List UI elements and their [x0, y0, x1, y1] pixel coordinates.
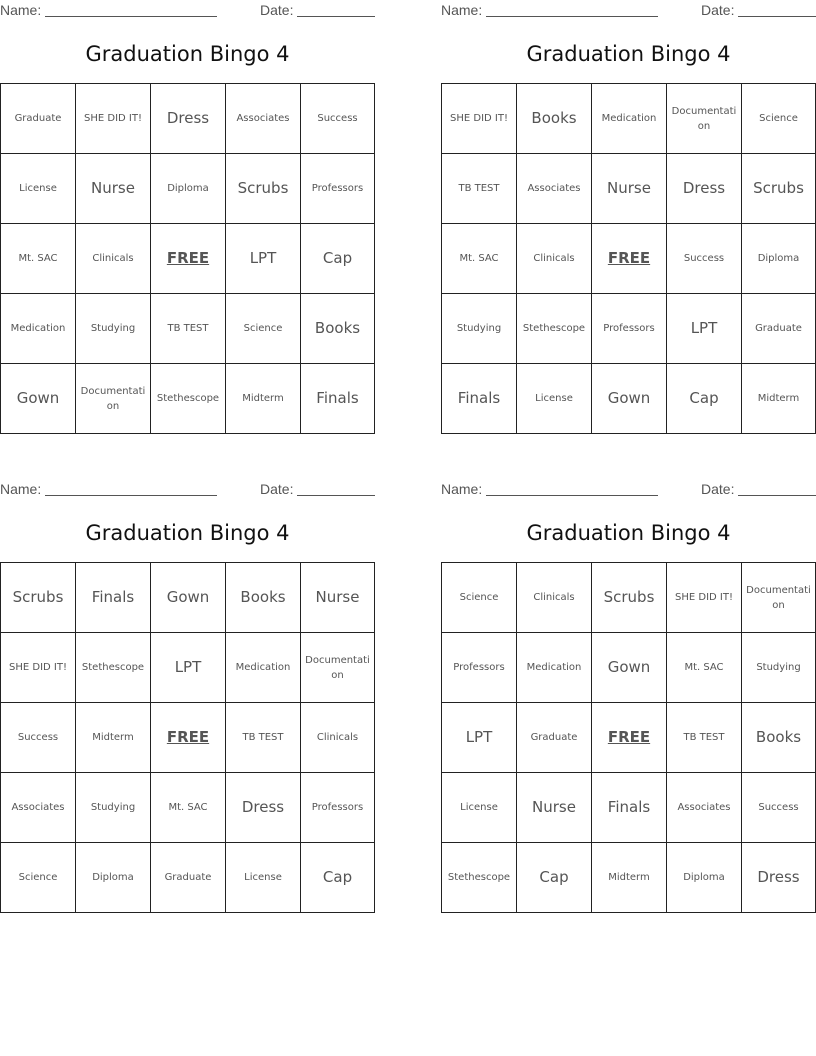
bingo-cell: Books: [226, 563, 301, 633]
bingo-cell: TB TEST: [442, 154, 517, 224]
date-label: Date:: [260, 2, 294, 18]
name-date-row: [441, 2, 816, 20]
bingo-cell: Stethescope: [517, 294, 592, 364]
bingo-cell: Midterm: [226, 364, 301, 433]
bingo-cell: Scrubs: [592, 563, 667, 633]
bingo-cell: Associates: [226, 84, 301, 154]
bingo-cell: Medication: [592, 84, 667, 154]
bingo-cell: LPT: [442, 703, 517, 773]
bingo-cell: Associates: [667, 773, 742, 843]
bingo-cell: Medication: [1, 294, 76, 364]
free-space-cell: FREE: [592, 224, 667, 294]
bingo-cell: Stethescope: [76, 633, 151, 703]
bingo-cell: Cap: [322, 868, 353, 886]
bingo-cell: Clinicals: [517, 224, 592, 294]
bingo-cell: Finals: [442, 364, 517, 433]
name-label: Name:: [441, 2, 483, 18]
bingo-cell: Stethescope: [151, 364, 226, 433]
bingo-cell: Documentation: [76, 364, 151, 433]
date-blank-line: [738, 16, 816, 17]
date-blank-line: [297, 16, 375, 17]
bingo-cell: Gown: [1, 364, 76, 433]
bingo-cell: Graduate: [517, 703, 592, 773]
bingo-grid: [0, 83, 375, 434]
bingo-cell: Graduate: [1, 84, 76, 154]
bingo-cell: Clinicals: [517, 563, 592, 633]
bingo-cell: LPT: [226, 224, 301, 294]
bingo-cell: Professors: [301, 773, 374, 843]
name-blank-line: [45, 16, 217, 17]
bingo-card: [0, 479, 375, 914]
name-label: Name:: [441, 481, 483, 497]
name-blank-line: [45, 495, 217, 496]
bingo-cell: SHE DID IT!: [1, 633, 76, 703]
bingo-cell: Studying: [76, 294, 151, 364]
bingo-cell: Cap: [667, 364, 742, 433]
bingo-cell: Gown: [592, 633, 667, 703]
bingo-cell: Dress: [151, 84, 226, 154]
bingo-cell: Finals: [76, 563, 151, 633]
bingo-cell: Documentation: [667, 84, 742, 154]
bingo-cell: Graduate: [742, 294, 815, 364]
bingo-card: [441, 0, 816, 435]
bingo-cell: Success: [667, 224, 742, 294]
bingo-cell: License: [1, 154, 76, 224]
bingo-cell: License: [226, 843, 301, 912]
bingo-cell: Books: [301, 294, 374, 364]
bingo-cell: Diploma: [76, 843, 151, 912]
bingo-cell: Diploma: [151, 154, 226, 224]
bingo-cell: Professors: [301, 154, 374, 224]
bingo-cell: Success: [301, 84, 374, 154]
bingo-cell: Clinicals: [301, 703, 374, 773]
bingo-cell: Scrubs: [1, 563, 76, 633]
bingo-cell: Scrubs: [742, 154, 815, 224]
bingo-cell: Mt. SAC: [442, 224, 517, 294]
date-blank-line: [738, 495, 816, 496]
bingo-cell: Dress: [757, 868, 800, 886]
bingo-cell: Diploma: [742, 224, 815, 294]
bingo-cell: Studying: [442, 294, 517, 364]
bingo-card: [0, 0, 375, 435]
bingo-cell: Success: [742, 773, 815, 843]
bingo-cell: Nurse: [592, 154, 667, 224]
bingo-cell: Associates: [1, 773, 76, 843]
card-title: Graduation Bingo 4: [526, 521, 731, 545]
bingo-cell: Medication: [226, 633, 301, 703]
bingo-cell: License: [517, 364, 592, 433]
date-blank-line: [297, 495, 375, 496]
bingo-cell: Dress: [667, 154, 742, 224]
card-title: Graduation Bingo 4: [85, 521, 290, 545]
bingo-cell: Professors: [442, 633, 517, 703]
bingo-cell: Associates: [517, 154, 592, 224]
bingo-cell: Finals: [316, 389, 359, 407]
bingo-cell: Documentation: [301, 633, 374, 703]
bingo-cell: Studying: [76, 773, 151, 843]
bingo-cell: Science: [742, 84, 815, 154]
bingo-cell: Gown: [592, 364, 667, 433]
date-label: Date:: [701, 481, 735, 497]
bingo-cell: Science: [1, 843, 76, 912]
bingo-cell: Cap: [301, 224, 374, 294]
bingo-cell: Midterm: [76, 703, 151, 773]
bingo-cell: Success: [1, 703, 76, 773]
bingo-cell: Finals: [592, 773, 667, 843]
bingo-cell: License: [442, 773, 517, 843]
date-label: Date:: [701, 2, 735, 18]
bingo-cell: Professors: [592, 294, 667, 364]
bingo-cell: LPT: [667, 294, 742, 364]
bingo-cell: TB TEST: [667, 703, 742, 773]
bingo-cell: Books: [742, 703, 815, 773]
bingo-cell: Nurse: [301, 563, 374, 633]
bingo-cell: Medication: [517, 633, 592, 703]
bingo-cell: Cap: [517, 843, 592, 912]
bingo-cell: TB TEST: [151, 294, 226, 364]
date-label: Date:: [260, 481, 294, 497]
bingo-cell: Midterm: [592, 843, 667, 912]
bingo-cell: Science: [226, 294, 301, 364]
bingo-cell: Stethescope: [442, 843, 517, 912]
bingo-card: [441, 479, 816, 914]
name-date-row: [0, 2, 375, 20]
name-blank-line: [486, 495, 658, 496]
bingo-cell: Graduate: [151, 843, 226, 912]
free-space-cell: FREE: [151, 224, 226, 294]
bingo-cell: TB TEST: [226, 703, 301, 773]
bingo-cell: Studying: [742, 633, 815, 703]
bingo-cell: Nurse: [517, 773, 592, 843]
name-date-row: [441, 481, 816, 499]
free-space-cell: FREE: [151, 703, 226, 773]
free-space-cell: FREE: [592, 703, 667, 773]
card-title: Graduation Bingo 4: [85, 42, 290, 66]
bingo-cell: Mt. SAC: [667, 633, 742, 703]
bingo-cell: Mt. SAC: [151, 773, 226, 843]
bingo-cell: Documentation: [742, 563, 815, 633]
bingo-cell: Mt. SAC: [1, 224, 76, 294]
bingo-cell: SHE DID IT!: [442, 84, 517, 154]
bingo-grid: [0, 562, 375, 913]
bingo-cell: Science: [442, 563, 517, 633]
bingo-cell: Nurse: [76, 154, 151, 224]
bingo-cell: SHE DID IT!: [667, 563, 742, 633]
bingo-grid: [441, 83, 816, 434]
bingo-cell: Diploma: [667, 843, 742, 912]
name-label: Name:: [0, 2, 42, 18]
bingo-cell: Dress: [226, 773, 301, 843]
bingo-cell: Scrubs: [226, 154, 301, 224]
bingo-cell: SHE DID IT!: [76, 84, 151, 154]
name-blank-line: [486, 16, 658, 17]
card-title: Graduation Bingo 4: [526, 42, 731, 66]
name-date-row: [0, 481, 375, 499]
bingo-cell: Gown: [151, 563, 226, 633]
bingo-cell: LPT: [151, 633, 226, 703]
bingo-grid: [441, 562, 816, 913]
bingo-cell: Clinicals: [76, 224, 151, 294]
bingo-cell: Books: [517, 84, 592, 154]
name-label: Name:: [0, 481, 42, 497]
bingo-cell: Midterm: [757, 393, 800, 404]
